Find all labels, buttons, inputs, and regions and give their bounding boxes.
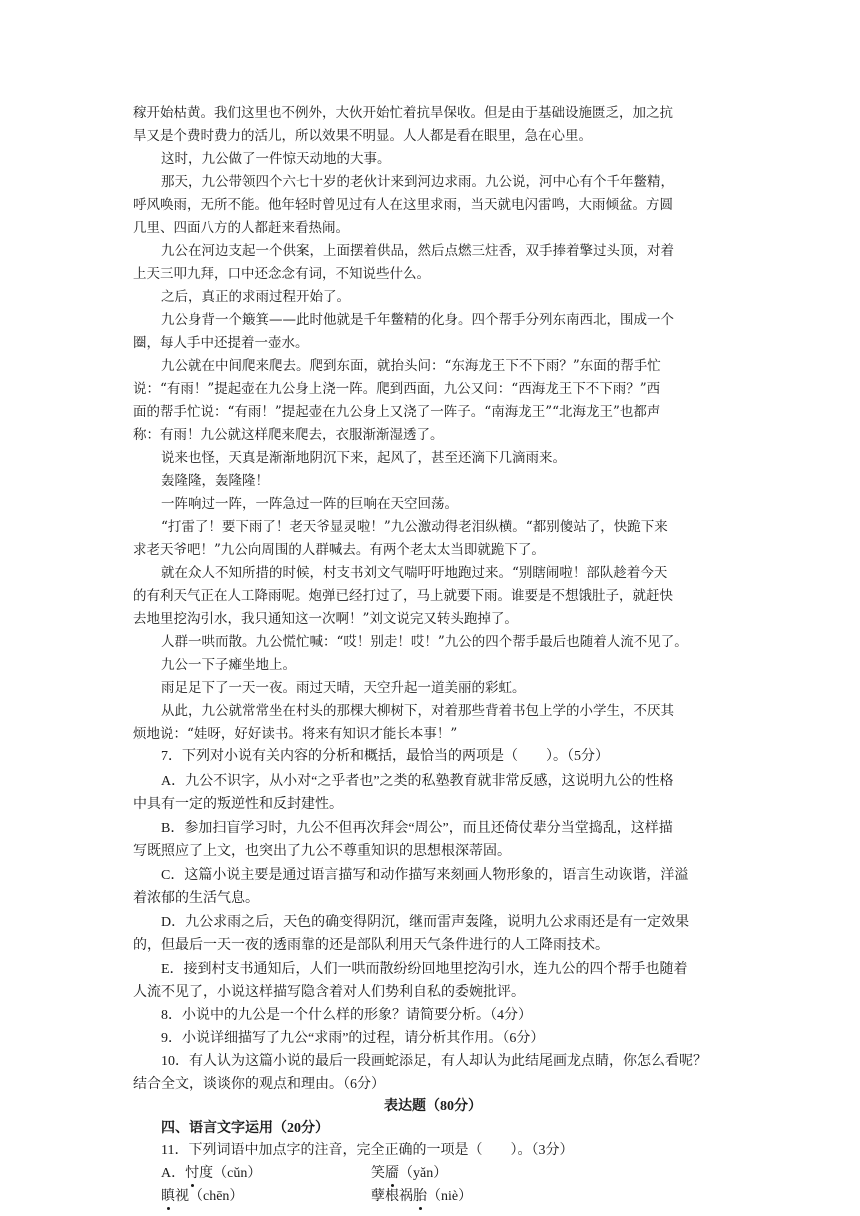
question-7: 7．下列对小说有关内容的分析和概括，最恰当的两项是（ ）。（5分） <box>161 749 609 764</box>
story-line: 九公在河边支起一个供案，上面摆着供品，然后点燃三炷香，双手捧着擎过头顶，对着 <box>161 243 674 259</box>
story-line: 这时，九公做了一件惊天动地的大事。 <box>161 151 391 167</box>
option-a-word1 <box>161 1163 261 1185</box>
question-line: E．接到村支书通知后，人们一哄而散纷纷回地里挖沟引水，连九公的四个帮手也随着 <box>161 962 688 977</box>
question-8: 8．小说中的九公是一个什么样的形象？请简要分析。（4分） <box>161 1008 532 1023</box>
option-text: 笑 <box>371 1166 385 1181</box>
story-line: 面的帮手忙说：“有雨！”提起壶在九公身上又浇了一阵子。“南海龙王”“北海龙王”也都声 <box>133 404 661 420</box>
option-text: 视（chēn） <box>175 1189 244 1204</box>
question-line: 写既照应了上文，也突出了九公不尊重知识的思想根深蒂固。 <box>133 844 511 859</box>
option-text: （niè） <box>427 1189 473 1204</box>
option-text: A． <box>161 1166 186 1181</box>
question-line: 人流不见了，小说这样描写隐含着对人们势利自私的委婉批评。 <box>133 985 525 1000</box>
story-line: 九公一下子瘫坐地上。 <box>161 657 296 673</box>
dotted-char: 胎 <box>413 1186 427 1208</box>
story-line: 呼风唤雨，无所不能。他年轻时曾见过有人在这里求雨，当天就电闪雷鸣，大雨倾盆。方圆 <box>133 197 673 213</box>
story-line: 一阵响过一阵，一阵急过一阵的巨响在天空回荡。 <box>161 496 458 512</box>
question-line: B．参加扫盲学习时，九公不但再次拜会“周公”，而且还倚仗辈分当堂捣乱，这样描 <box>161 821 673 836</box>
story-line: 九公身背一个簸箕——此时他就是千年鳖精的化身。四个帮手分列东南西北，围成一个 <box>161 312 674 328</box>
part-heading: 四、语言文字运用（20分） <box>161 1121 329 1136</box>
story-line: 九公就在中间爬来爬去。爬到东面，就抬头问：“东海龙王下不下雨？”东面的帮手忙 <box>161 358 661 374</box>
story-line: 从此，九公就常常坐在村头的那棵大柳树下，对着那些背着书包上学的小学生，不厌其 <box>161 703 674 719</box>
option-text: 度（cǔn） <box>199 1166 262 1181</box>
section-title: 表达题（80分） <box>384 1099 482 1114</box>
question-line: 中具有一定的叛逆性和反封建性。 <box>133 797 343 812</box>
question-9: 9．小说详细描写了九公“求雨”的过程，请分析其作用。（6分） <box>161 1031 545 1046</box>
dotted-char: 忖 <box>185 1163 199 1185</box>
option-a-word3 <box>161 1186 243 1208</box>
option-text: （yǎn） <box>399 1166 448 1181</box>
story-line: 称：有雨！九公就这样爬来爬去，衣服渐渐湿透了。 <box>133 427 444 443</box>
story-line: 上天三叩九拜，口中还念念有词，不知说些什么。 <box>133 266 430 282</box>
story-line: 雨足足下了一天一夜。雨过天晴，天空升起一道美丽的彩虹。 <box>161 680 526 696</box>
question-line: C．这篇小说主要是通过语言描写和动作描写来刻画人物形象的，语言生动诙谐，洋溢 <box>161 868 689 883</box>
story-line: 那天，九公带领四个六七十岁的老伙计来到河边求雨。九公说，河中心有个千年鳖精， <box>161 174 674 190</box>
option-text: 孽根祸 <box>371 1189 413 1204</box>
story-line: 求老天爷吧！”九公向周围的人群喊去。有两个老太太当即就跪下了。 <box>133 542 545 558</box>
story-line: 之后，真正的求雨过程开始了。 <box>161 289 350 305</box>
story-line: 轰隆隆，轰隆隆！ <box>161 473 269 489</box>
story-line: 说来也怪，天真是渐渐地阴沉下来，起风了，甚至还滴下几滴雨来。 <box>161 450 566 466</box>
question-11: 11．下列词语中加点字的注音，完全正确的一项是（ ）。（3分） <box>161 1143 574 1158</box>
story-line: 的有利天气正在人工降雨呢。炮弹已经打过了，马上就要下雨。谁要是不想饿肚子，就赶快 <box>133 588 673 604</box>
dotted-char: 瞋 <box>161 1186 175 1208</box>
story-line: 人群一哄而散。九公慌忙喊：“哎！别走！哎！”九公的四个帮手最后也随着人流不见了。 <box>161 634 688 650</box>
story-line: 几里、四面八方的人都赶来看热闹。 <box>133 220 349 236</box>
story-line: 圈，每人手中还提着一壶水。 <box>133 335 309 351</box>
question-10: 10．有人认为这篇小说的最后一段画蛇添足，有人却认为此结尾画龙点睛，你怎么看呢？ <box>161 1054 707 1069</box>
option-a-word2 <box>371 1163 447 1185</box>
story-line: 烦地说：“娃呀，好好读书。将来有知识才能长本事！” <box>133 726 458 742</box>
story-line: 旱又是个费时费力的活儿，所以效果不明显。人人都是看在眼里，急在心里。 <box>133 128 592 144</box>
question-line: 的，但最后一天一夜的透雨靠的还是部队利用天气条件进行的人工降雨技术。 <box>133 938 609 953</box>
story-line: 就在众人不知所措的时候，村支书刘文气喘吁吁地跑过来。“别瞎闹啦！部队趁着今天 <box>161 565 668 581</box>
question-line: D．九公求雨之后，天色的确变得阴沉，继而雷声轰隆，说明九公求雨还是有一定效果 <box>161 915 690 930</box>
question-line: 结合全文，谈谈你的观点和理由。（6分） <box>133 1077 385 1092</box>
question-line: 着浓郁的生活气息。 <box>133 891 259 906</box>
story-line: 去地里挖沟引水，我只通知这一次啊！”刘文说完又转头跑掉了。 <box>133 611 518 627</box>
dotted-char: 靥 <box>385 1163 399 1185</box>
option-a-word4 <box>371 1186 472 1208</box>
story-line: “打雷了！要下雨了！老天爷显灵啦！”九公激动得老泪纵横。“都别傻站了，快跪下来 <box>161 519 668 535</box>
story-line: 说：“有雨！”提起壶在九公身上浇一阵。爬到西面，九公又问：“西海龙王下不下雨？”西 <box>133 381 661 397</box>
story-line: 稼开始枯黄。我们这里也不例外，大伙开始忙着抗旱保收。但是由于基础设施匮乏，加之抗 <box>133 105 673 121</box>
question-line: A．九公不识字，从小对“之乎者也”之类的私塾教育就非常反感，这说明九公的性格 <box>161 774 674 789</box>
